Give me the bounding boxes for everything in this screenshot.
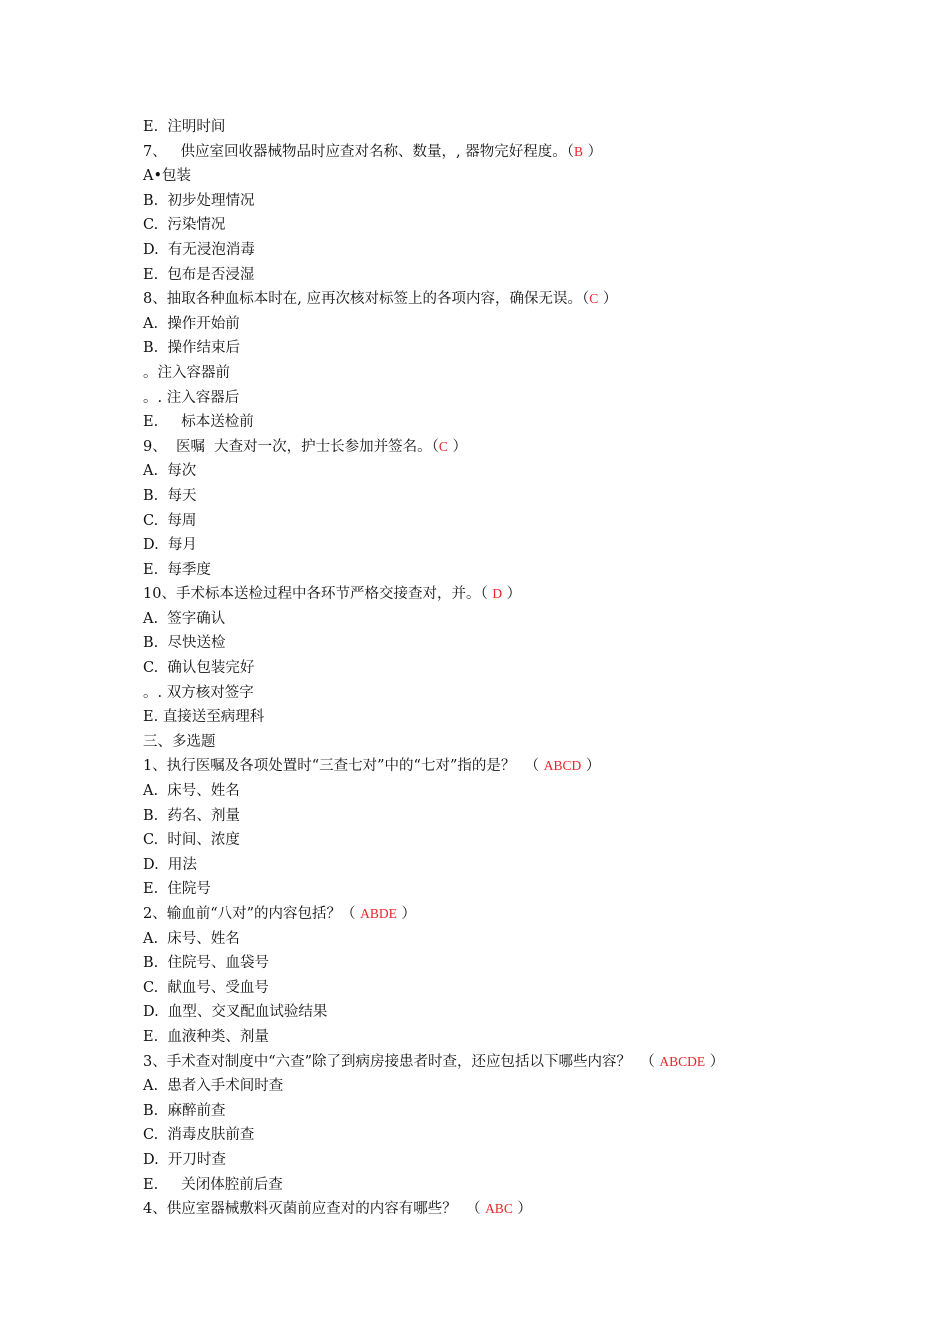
line-text: E. 关闭体腔前后查 [143,1176,283,1193]
line-text: A. 床号、姓名 [143,930,240,947]
line-text: B. 操作结束后 [143,340,240,357]
closing-paren: ） [396,906,417,922]
line-m2-opt-b [143,951,903,976]
line-q9-opt-b [143,484,903,509]
line-text: 4、供应室器械敷料灭菌前应查对的内容有哪些？ （ [143,1201,486,1218]
line-m3 [143,1050,903,1075]
line-text: 2、输血前“八对”的内容包括？（ [143,906,361,922]
line-q7-opt-e [143,263,903,288]
line-q8-opt-c [143,361,903,386]
line-q10-opt-a [143,607,903,632]
line-q10 [143,582,903,607]
line-text: E. 血液种类、剂量 [143,1028,269,1045]
answer-key: ABCD [543,758,582,774]
line-text: A. 患者入手术间时查 [143,1078,284,1095]
line-q9-opt-d [143,533,903,558]
line-text: A. 床号、姓名 [143,783,240,800]
line-q7-opt-d [143,238,903,263]
line-text: B. 麻醉前查 [143,1102,226,1119]
answer-key: ABCDE [659,1053,706,1069]
line-text: D. 开刀时查 [143,1151,226,1168]
line-text: E. 直接送至病理科 [143,709,265,726]
line-m2-opt-d [143,1000,903,1025]
line-text: C. 消毒皮肤前查 [143,1127,255,1144]
closing-paren: ） [447,438,468,455]
line-text: 8、抽取各种血标本时在, 应再次核对标签上的各项内容，确保无误。（ [143,291,590,308]
line-q8-opt-a [143,312,903,337]
line-m3-opt-b [143,1099,903,1124]
line-text: A. 签字确认 [143,610,226,627]
document-body [143,115,903,1222]
line-text: C. 献血号、受血号 [143,979,269,996]
line-q7-opt-c [143,213,903,238]
line-text: 三、多选题 [143,733,216,750]
line-q7 [143,140,903,165]
line-text: 7、 供应室回收器械物品时应查对名称、数量，, 器物完好程度。（ [143,143,575,160]
line-text: 10、手术标本送检过程中各环节严格交接查对，并。（ [143,586,493,603]
line-q8 [143,287,903,312]
line-q9-opt-a [143,459,903,484]
line-q8-opt-b [143,336,903,361]
closing-paren: ） [705,1053,725,1070]
answer-key: ABDE [360,906,397,921]
line-m2-opt-c [143,976,903,1001]
line-q9 [143,435,903,460]
line-text: A. 操作开始前 [143,315,240,332]
line-text: C. 确认包装完好 [143,660,255,677]
line-text: B. 住院号、血袋号 [143,955,269,972]
line-m1-opt-b [143,804,903,829]
line-m3-opt-c [143,1123,903,1148]
line-m3-opt-d [143,1148,903,1173]
line-text: B. 每天 [143,487,197,504]
line-text: 9、 医嘱 大查对一次，护士长参加并签名。（ [143,438,439,455]
line-text: C. 时间、浓度 [143,832,240,849]
line-m1-opt-a [143,779,903,804]
answer-key: D [492,586,503,602]
closing-paren: ） [502,586,522,603]
line-q7-opt-a [143,164,903,189]
line-m2-opt-a [143,927,903,952]
line-section-3 [143,730,903,755]
line-q10-opt-c [143,656,903,681]
line-text: 3、手术查对制度中“六查”除了到病房接患者时查，还应包括以下哪些内容？ （ [143,1053,660,1070]
line-q8-opt-e [143,410,903,435]
line-text: D. 每月 [143,537,197,554]
line-text: E. 标本送检前 [143,414,254,431]
line-text: A. 每次 [143,463,197,480]
line-text: 。注入容器前 [143,364,230,381]
answer-key: C [589,291,599,307]
line-text: D. 用法 [143,856,197,873]
line-q6-opt-e [143,115,903,140]
closing-paren: ） [583,143,603,160]
answer-key: ABC [485,1201,513,1217]
line-text: 。. 注入容器后 [143,389,240,406]
line-m1 [143,754,903,779]
line-text: E. 每季度 [143,561,211,578]
answer-key: C [438,438,448,454]
closing-paren: ） [598,291,618,308]
line-q10-opt-e [143,705,903,730]
line-text: A•包装 [143,168,192,185]
line-m3-opt-e [143,1173,903,1198]
line-text: B. 尽快送检 [143,635,226,652]
line-q9-opt-c [143,509,903,534]
line-text: E. 包布是否浸湿 [143,266,255,283]
line-m2 [143,902,903,927]
line-text: C. 污染情况 [143,217,226,234]
line-text: 1、执行医嘱及各项处置时“三查七对”中的“七对”指的是？ （ [143,758,544,775]
closing-paren: ） [581,758,601,775]
line-q10-opt-b [143,631,903,656]
line-m1-opt-c [143,828,903,853]
line-m1-opt-d [143,853,903,878]
line-m2-opt-e [143,1025,903,1050]
line-m3-opt-a [143,1074,903,1099]
line-text: D. 血型、交叉配血试验结果 [143,1004,328,1021]
line-text: B. 初步处理情况 [143,192,255,209]
line-m4 [143,1197,903,1222]
line-m1-opt-e [143,877,903,902]
line-q10-opt-d [143,681,903,706]
answer-key: B [574,143,584,159]
line-text: C. 每周 [143,512,197,529]
line-text: E. 注明时间 [143,119,226,135]
closing-paren: ） [512,1201,532,1218]
line-text: 。. 双方核对签字 [143,684,254,701]
line-text: D. 有无浸泡消毒 [143,241,255,258]
line-q7-opt-b [143,189,903,214]
line-text: E. 住院号 [143,881,211,898]
line-q9-opt-e [143,558,903,583]
line-q8-opt-d [143,386,903,411]
line-text: B. 药名、剂量 [143,807,240,824]
